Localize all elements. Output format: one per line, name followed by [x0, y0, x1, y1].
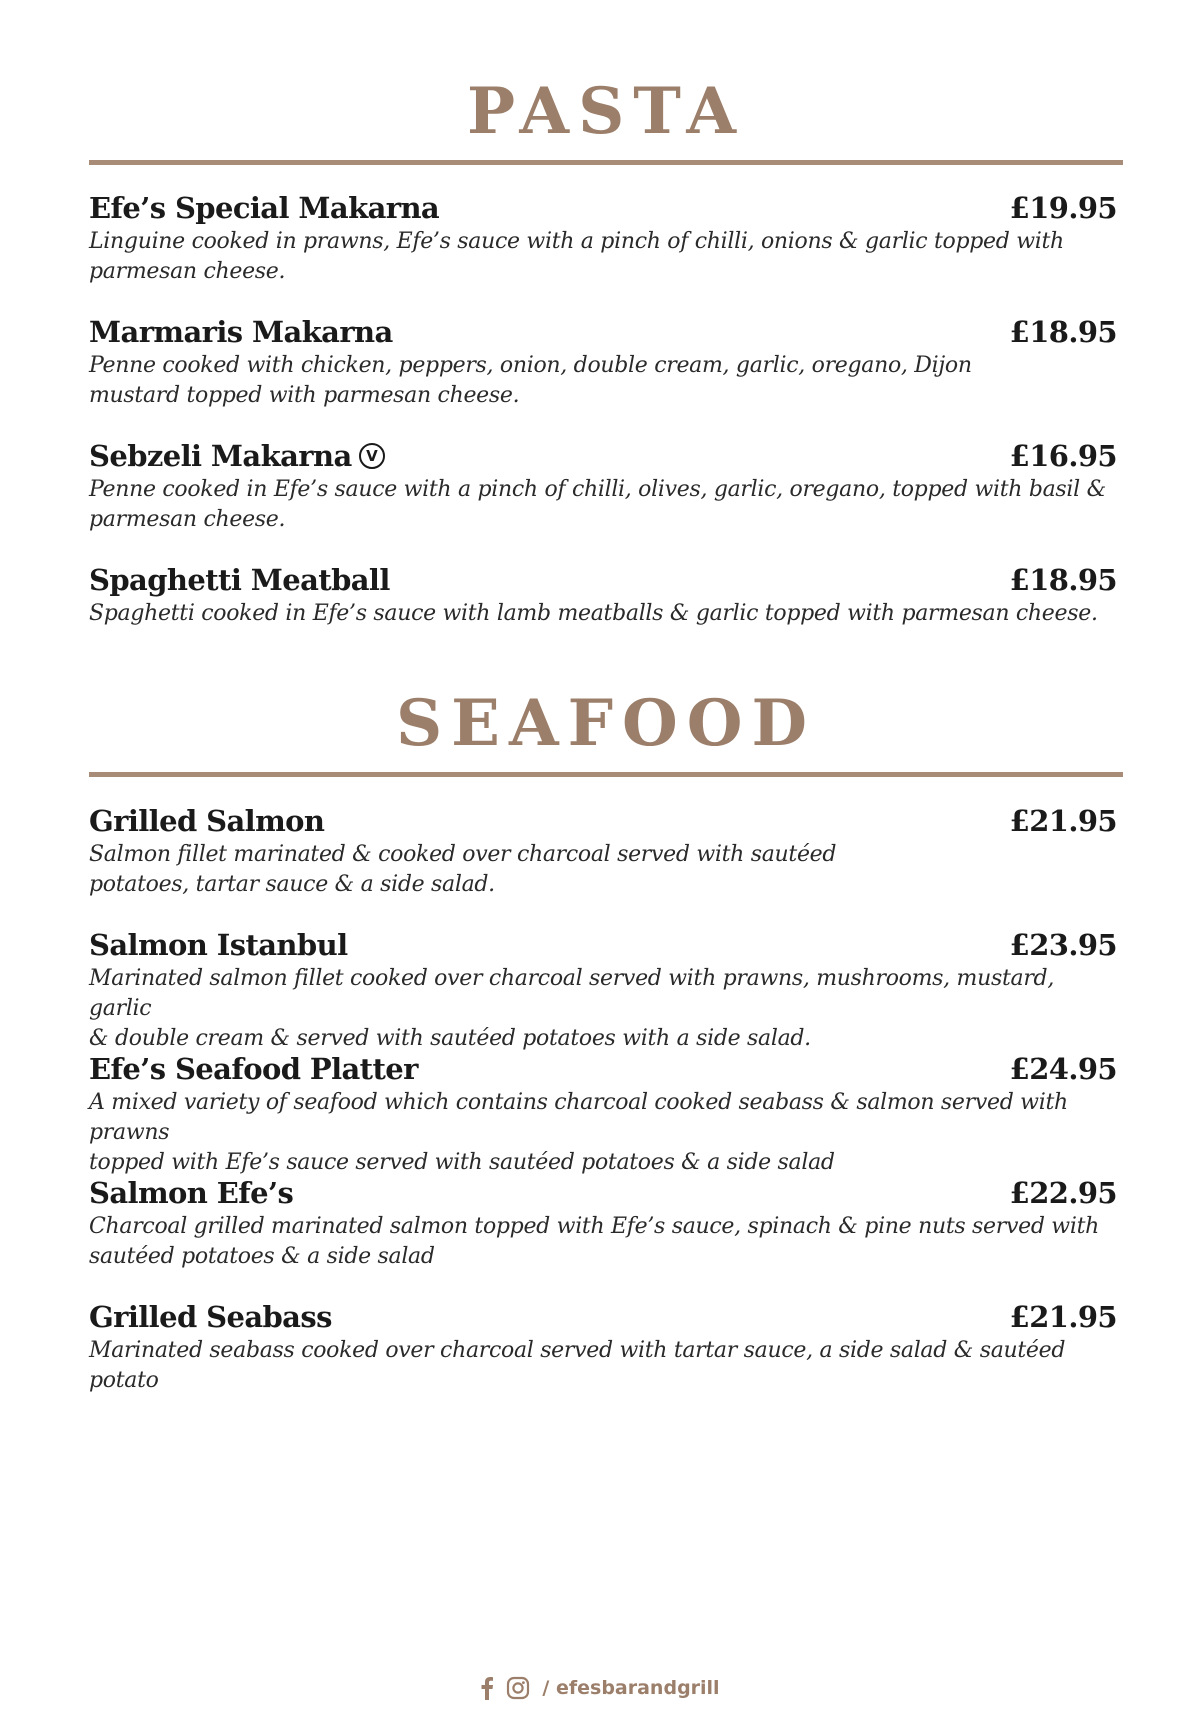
item-description [89, 840, 1123, 900]
item-description [89, 1088, 1123, 1178]
menu-item [89, 439, 1123, 535]
menu-item [89, 804, 1123, 900]
section-divider-pasta [89, 160, 1123, 165]
description-line: & double cream & served with sautéed potatoes with a side salad. [89, 1026, 811, 1051]
description-line: Penne cooked in Efe’s sauce with a pinch of chilli, olives, garlic, oregano, topped with basil & [89, 477, 1106, 502]
item-description [89, 599, 1123, 629]
item-price: £22.95 [1009, 1176, 1117, 1210]
description-line: Marinated salmon fillet cooked over charcoal served with prawns, mushrooms, mustard, garlic [89, 966, 1055, 1021]
menu-item [89, 928, 1123, 1054]
menu-item [89, 191, 1123, 287]
item-name: Spaghetti Meatball [89, 563, 390, 597]
menu-item [89, 315, 1123, 411]
item-description [89, 475, 1123, 535]
item-name: Salmon Istanbul [89, 928, 348, 962]
facebook-icon[interactable] [480, 1676, 494, 1700]
menu-item [89, 1300, 1123, 1396]
section-title-pasta: PASTA [466, 74, 746, 149]
item-price: £18.95 [1009, 315, 1117, 349]
description-line: Charcoal grilled marinated salmon topped with Efe’s sauce, spinach & pine nuts served with [89, 1214, 1099, 1239]
item-name: Grilled Salmon [89, 804, 325, 838]
description-line: Penne cooked with chicken, peppers, onion, double cream, garlic, oregano, Dijon [89, 353, 972, 378]
item-name: Salmon Efe’s [89, 1176, 294, 1210]
item-price: £18.95 [1009, 563, 1117, 597]
description-line: Salmon fillet marinated & cooked over charcoal served with sautéed [89, 842, 837, 867]
item-description [89, 1212, 1123, 1272]
section-divider-seafood [89, 772, 1123, 777]
item-price: £24.95 [1009, 1052, 1117, 1086]
section-title-seafood: SEAFOOD [395, 686, 817, 761]
item-name: Efe’s Seafood Platter [89, 1052, 418, 1086]
description-line: potatoes, tartar sauce & a side salad. [89, 872, 495, 897]
item-description [89, 1336, 1123, 1396]
item-name: Marmaris Makarna [89, 315, 393, 349]
item-description [89, 351, 1123, 411]
description-line: sautéed potatoes & a side salad [89, 1244, 435, 1269]
menu-item [89, 563, 1123, 629]
menu-item [89, 1052, 1123, 1178]
item-name: Sebzeli Makarna [89, 439, 352, 473]
item-price: £23.95 [1009, 928, 1117, 962]
description-line: parmesan cheese. [89, 259, 286, 284]
menu-item [89, 1176, 1123, 1272]
item-name-with-badge [89, 439, 385, 473]
social-handle[interactable]: / efesbarandgrill [542, 1677, 720, 1699]
social-footer [0, 1676, 1200, 1700]
description-line: parmesan cheese. [89, 507, 286, 532]
description-line: Linguine cooked in prawns, Efe’s sauce with a pinch of chilli, onions & garlic topped with [89, 229, 1064, 254]
description-line: Spaghetti cooked in Efe’s sauce with lamb meatballs & garlic topped with parmesan cheese. [89, 601, 1098, 626]
description-line: mustard topped with parmesan cheese. [89, 383, 520, 408]
item-name: Efe’s Special Makarna [89, 191, 440, 225]
item-description [89, 964, 1123, 1054]
item-price: £21.95 [1009, 1300, 1117, 1334]
item-name: Grilled Seabass [89, 1300, 332, 1334]
description-line: topped with Efe’s sauce served with sautéed potatoes & a side salad [89, 1150, 835, 1175]
item-price: £21.95 [1009, 804, 1117, 838]
description-line: Marinated seabass cooked over charcoal served with tartar sauce, a side salad & sautéed potato [89, 1338, 1066, 1393]
instagram-icon[interactable] [506, 1676, 530, 1700]
item-description [89, 227, 1123, 287]
description-line: A mixed variety of seafood which contains charcoal cooked seabass & salmon served with prawns [89, 1090, 1068, 1145]
item-price: £19.95 [1009, 191, 1117, 225]
vegetarian-badge-icon: V [359, 443, 385, 469]
item-price: £16.95 [1009, 439, 1117, 473]
